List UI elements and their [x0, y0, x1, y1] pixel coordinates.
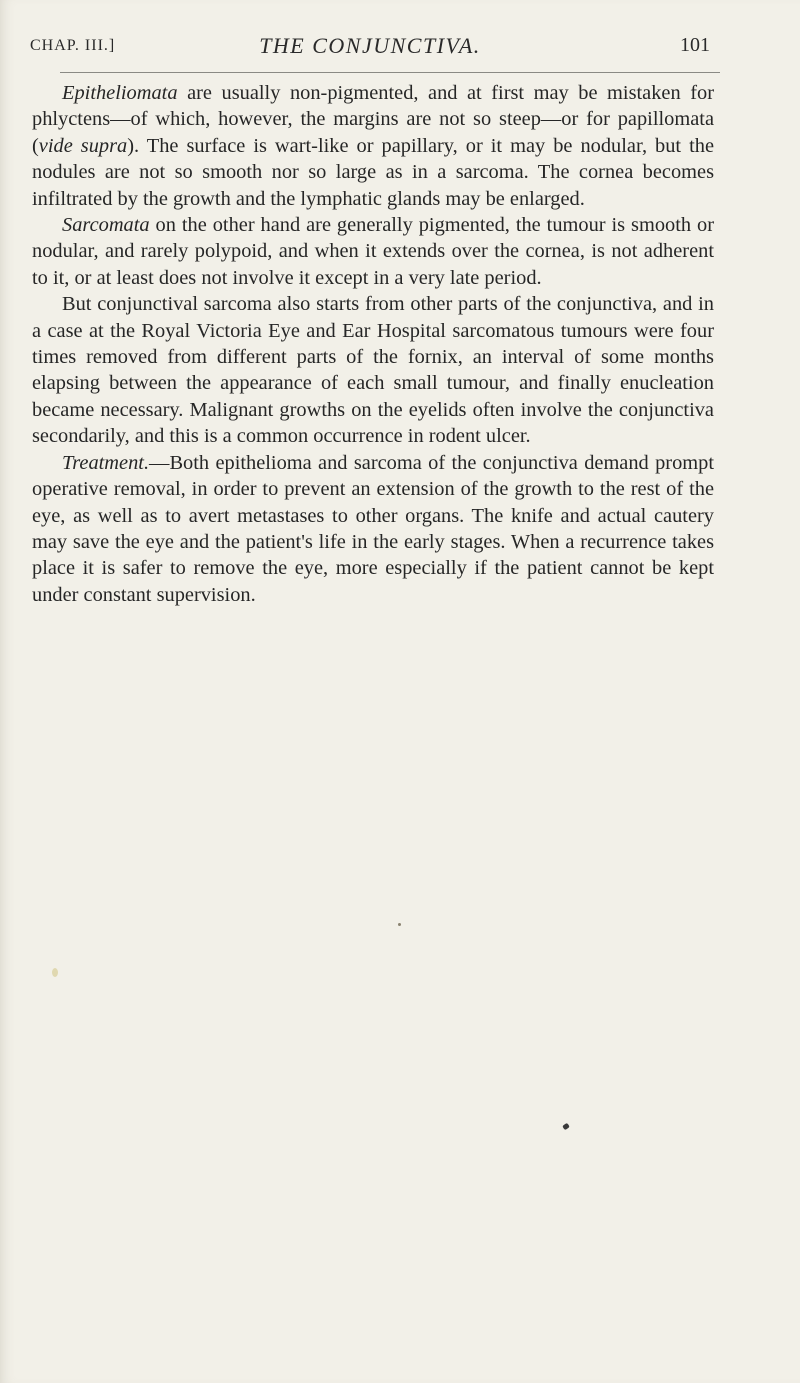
paragraph-text: on the other hand are generally pigmented, the tumour is smooth or nodular, and rarely polypoid, and when it extends over the cornea, is not adherent to it, or at least does not involve it except in a very late period.: [32, 214, 714, 289]
paper-speck: [398, 923, 401, 926]
page-number: 101: [680, 34, 710, 56]
paragraph-text: are usually non-pigmented, and at first may be mistaken for phlyctens—of which, however, the margins are not so steep—or for papillomata (: [32, 82, 714, 157]
paragraph-lead: Sarcomata: [62, 214, 150, 237]
paragraph-sarcomata: [32, 212, 714, 291]
paragraph-lead: Treatment.: [62, 451, 150, 474]
paper-speck: [562, 1123, 570, 1131]
body-text: [32, 80, 714, 608]
chapter-label: CHAP. III.]: [30, 37, 116, 54]
running-header: [30, 33, 710, 63]
paper-speck: [52, 968, 58, 977]
paragraph-tail: ). The surface is wart-like or papillary, or it may be nodular, but the nodules are not so smooth nor so large as in a sarcoma. The cornea becomes infiltrated by the growth and the lymphatic glands may be enlarged.: [32, 134, 715, 210]
running-title: THE CONJUNCTIVA.: [259, 33, 481, 58]
paragraph-text: But conjunctival sarcoma also starts from other parts of the conjunctiva, and in a case at the Royal Victoria Eye and Ear Hospital sarcomatous tumours were four times removed from different parts of the fornix, an interval of some months elapsing between the appearance of each small tumour, and finally enucleation became necessary. Malignant growths on the eyelids often involve the conjunctiva secondarily, and this is a common occurrence in rodent ulcer.: [32, 293, 714, 448]
paragraph-lead: Epitheliomata: [62, 82, 178, 104]
paragraph-epitheliomata: [32, 80, 714, 212]
paragraph-treatment: [32, 450, 714, 608]
paragraph-conjunctival-sarcoma: [32, 291, 714, 449]
paragraph-text: —Both epithelioma and sarcoma of the conjunctiva demand prompt operative removal, in order to prevent an extension of the growth to the rest of the eye, as well as to avert metastases to other organs. The knife and actual cautery may save the eye and the patient's life in the early stages. When a recurrence takes place it is safer to remove the eye, more especially if the patient cannot be kept under constant supervision.: [32, 451, 714, 606]
header-rule: [60, 72, 720, 73]
paragraph-italic: vide supra: [38, 134, 128, 157]
